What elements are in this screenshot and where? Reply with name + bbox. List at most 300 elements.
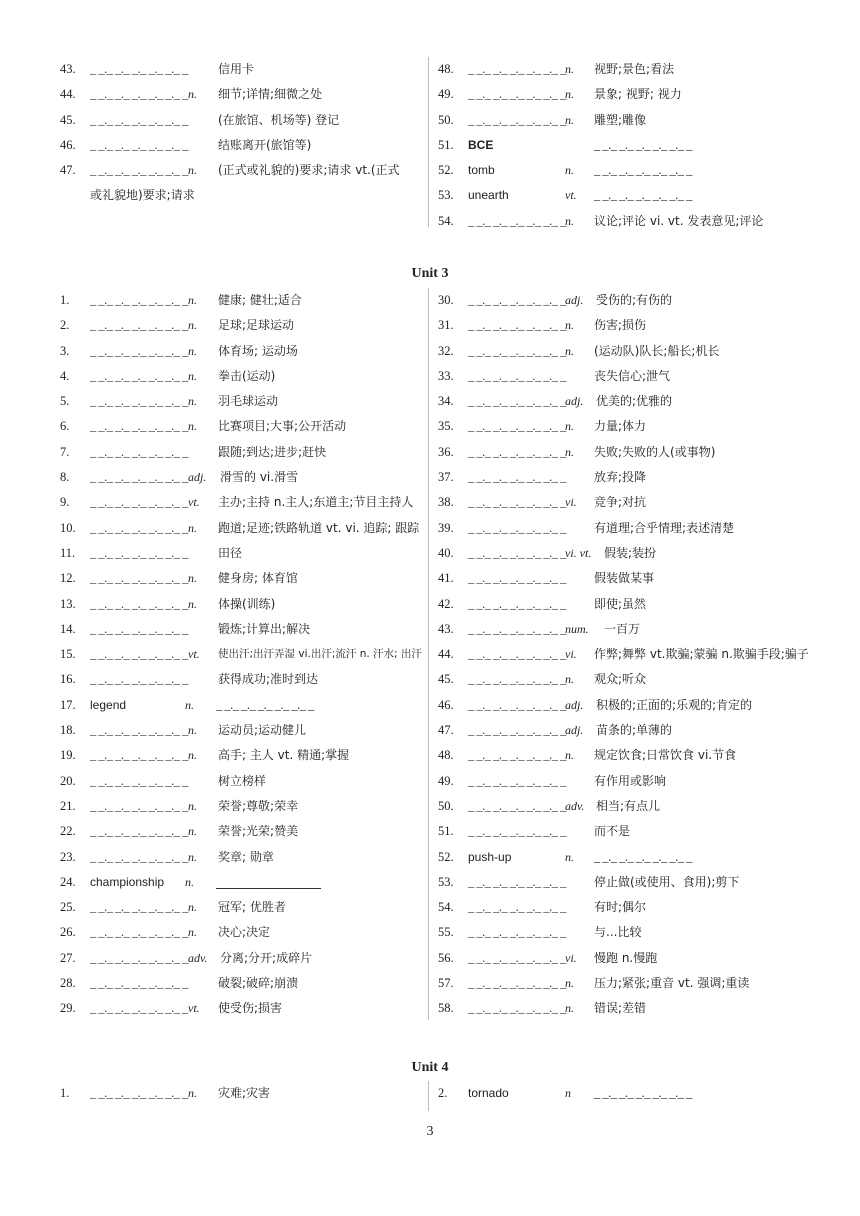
item-number: 20. xyxy=(60,773,76,788)
answer-blank: _ _._ _._ _._ _._ _._ _ xyxy=(468,824,566,839)
answer-blank: _ _._ _._ _._ _._ _._ _ xyxy=(468,87,566,102)
vocab-row xyxy=(60,769,425,794)
chinese-meaning: 获得成功;准时到达 xyxy=(218,672,319,687)
answer-blank: _ _._ _._ _._ _._ _._ _ xyxy=(90,419,188,434)
answer-blank: _ _._ _._ _._ _._ _._ _ xyxy=(90,112,188,127)
english-word: championship xyxy=(90,874,165,889)
item-number: 48. xyxy=(438,748,454,763)
part-of-speech: n. xyxy=(188,343,197,358)
chinese-meaning: 分离;分开;成碎片 xyxy=(220,950,313,965)
item-number: 5. xyxy=(60,394,70,409)
chinese-meaning: 决心;决定 xyxy=(218,925,271,940)
chinese-meaning: 体操(训练) xyxy=(218,596,276,611)
answer-blank: _ _._ _._ _._ _._ _._ _ xyxy=(594,1086,692,1100)
vocab-row xyxy=(438,920,818,945)
item-number: 50. xyxy=(438,112,454,127)
item-number: 21. xyxy=(60,798,76,813)
vocab-row xyxy=(438,108,818,133)
vocab-row xyxy=(438,414,818,439)
vocab-row xyxy=(60,516,425,541)
item-number: 1. xyxy=(60,293,70,307)
top-right-column xyxy=(438,57,818,234)
chinese-meaning: 有道理;合乎情理;表述清楚 xyxy=(594,520,735,535)
chinese-meaning: 荣誉;光荣;赞美 xyxy=(218,824,299,839)
item-number: 40. xyxy=(438,545,454,560)
item-number: 9. xyxy=(60,495,70,510)
chinese-meaning: 作弊;舞弊 vt.欺骗;蒙骗 n.欺骗手段;骗子 xyxy=(594,647,809,662)
english-word: legend xyxy=(90,697,127,712)
vocab-row xyxy=(60,465,425,490)
vocab-row xyxy=(60,693,425,718)
item-number: 43. xyxy=(438,621,454,636)
item-number: 30. xyxy=(438,293,454,307)
vocab-row xyxy=(60,845,425,870)
item-number: 26. xyxy=(60,925,76,940)
part-of-speech: n. xyxy=(565,419,574,434)
vocab-row xyxy=(60,617,425,642)
answer-blank: _ _._ _._ _._ _._ _._ _ xyxy=(90,470,188,485)
answer-blank: _ _._ _._ _._ _._ _._ _ xyxy=(468,520,566,535)
chinese-meaning: 结账离开(旅馆等) xyxy=(218,137,312,152)
item-number: 29. xyxy=(60,1001,76,1016)
vocab-row xyxy=(438,440,818,465)
item-number: 49. xyxy=(438,87,454,102)
chinese-meaning: 力量;体力 xyxy=(594,419,647,434)
answer-blank: _ _._ _._ _._ _._ _._ _ xyxy=(468,621,566,636)
answer-blank: _ _._ _._ _._ _._ _._ _ xyxy=(468,394,566,409)
vocab-row xyxy=(60,592,425,617)
answer-blank: _ _._ _._ _._ _._ _._ _ xyxy=(90,444,188,459)
part-of-speech: n. xyxy=(188,87,197,102)
part-of-speech: vt. xyxy=(188,495,200,510)
answer-blank: _ _._ _._ _._ _._ _._ _ xyxy=(90,62,188,76)
chinese-meaning: 信用卡 xyxy=(218,62,255,76)
chinese-meaning: 竞争;对抗 xyxy=(594,495,647,510)
unit-4-title: Unit 4 xyxy=(411,1060,449,1075)
item-number: 3. xyxy=(60,343,70,358)
chinese-meaning: 足球;足球运动 xyxy=(218,318,295,333)
part-of-speech: adj. xyxy=(565,394,584,409)
answer-blank: _ _._ _._ _._ _._ _._ _ xyxy=(90,343,188,358)
chinese-meaning: 受伤的;有伤的 xyxy=(596,293,673,307)
item-number: 53. xyxy=(438,188,454,203)
vocab-row xyxy=(438,946,818,971)
chinese-meaning: 冠军; 优胜者 xyxy=(218,900,286,915)
item-number: 35. xyxy=(438,419,454,434)
vocab-row xyxy=(60,313,425,338)
unit-3-left-column xyxy=(60,288,425,1022)
answer-blank: _ _._ _._ _._ _._ _._ _ xyxy=(216,697,314,712)
vocab-row xyxy=(438,895,818,920)
chinese-meaning: 使出汗;出汗弄湿 vi.出汗;流汗 n. 汗水; 出汗 xyxy=(218,648,422,661)
chinese-meaning: 有作用或影响 xyxy=(594,773,667,788)
vocab-row xyxy=(438,516,818,541)
part-of-speech: n. xyxy=(188,1086,197,1100)
item-number: 54. xyxy=(438,900,454,915)
vocab-row xyxy=(438,642,818,667)
chinese-meaning: 健康; 健壮;适合 xyxy=(218,293,302,307)
chinese-meaning: 观众;听众 xyxy=(594,672,647,687)
vocab-row xyxy=(438,490,818,515)
chinese-meaning: 慢跑 n.慢跑 xyxy=(594,950,658,965)
part-of-speech: vt. xyxy=(565,188,577,203)
chinese-meaning: 运动员;运动健儿 xyxy=(218,723,307,738)
vocab-row xyxy=(438,313,818,338)
item-number: 18. xyxy=(60,723,76,738)
english-word: unearth xyxy=(468,188,509,203)
part-of-speech: vt. xyxy=(188,647,200,662)
item-number: 51. xyxy=(438,137,454,152)
unit-3-right-column xyxy=(438,288,818,1022)
answer-blank: _ _._ _._ _._ _._ _._ _ xyxy=(90,798,188,813)
item-number: 24. xyxy=(60,874,76,889)
item-number: 27. xyxy=(60,950,76,965)
vocab-row xyxy=(438,794,818,819)
answer-blank: _ _._ _._ _._ _._ _._ _ xyxy=(468,900,566,915)
part-of-speech: n. xyxy=(565,976,574,991)
chinese-meaning: 相当;有点儿 xyxy=(596,798,661,813)
part-of-speech: n. xyxy=(565,163,574,178)
vocab-row xyxy=(438,364,818,389)
vocab-row xyxy=(60,718,425,743)
answer-blank: _ _._ _._ _._ _._ _._ _ xyxy=(468,112,566,127)
answer-blank: _ _._ _._ _._ _._ _._ _ xyxy=(90,723,188,738)
chinese-meaning: 高手; 主人 vt. 精通;掌握 xyxy=(218,748,350,763)
item-number: 14. xyxy=(60,621,76,636)
english-word: push-up xyxy=(468,849,512,864)
vocab-row xyxy=(60,490,425,515)
part-of-speech: n. xyxy=(188,163,197,178)
vocab-row xyxy=(60,108,425,133)
item-number: 25. xyxy=(60,900,76,915)
answer-blank: _ _._ _._ _._ _._ _._ _ xyxy=(90,596,188,611)
answer-blank: _ _._ _._ _._ _._ _._ _ xyxy=(468,318,566,333)
chinese-meaning-continued: 或礼貌地)要求;请求 xyxy=(90,188,195,203)
chinese-meaning: 田径 xyxy=(218,545,243,560)
item-number: 58. xyxy=(438,1001,454,1016)
unit-4-left-column xyxy=(60,1081,425,1106)
vocab-row xyxy=(438,667,818,692)
chinese-meaning: (正式或礼貌的)要求;请求 vt.(正式 xyxy=(218,163,400,178)
answer-blank: _ _._ _._ _._ _._ _._ _ xyxy=(468,368,566,383)
chinese-meaning: 假装;装扮 xyxy=(604,545,657,560)
unit-3-title: Unit 3 xyxy=(411,266,449,281)
chinese-meaning: 滑雪的 vi.滑雪 xyxy=(220,470,299,485)
chinese-meaning: 规定饮食;日常饮食 vi.节食 xyxy=(594,748,737,763)
item-number: 43. xyxy=(60,62,76,76)
part-of-speech: n. xyxy=(188,798,197,813)
part-of-speech: adj. xyxy=(565,723,584,738)
item-number: 1. xyxy=(60,1086,70,1100)
vocab-row xyxy=(438,718,818,743)
part-of-speech: n. xyxy=(185,874,194,889)
item-number: 10. xyxy=(60,520,76,535)
answer-blank: _ _._ _._ _._ _._ _._ _ xyxy=(468,343,566,358)
part-of-speech: adj. xyxy=(565,293,584,307)
chinese-meaning: 景象; 视野; 视力 xyxy=(594,87,682,102)
part-of-speech: adj. xyxy=(565,697,584,712)
chinese-meaning: 积极的;正面的;乐观的;肯定的 xyxy=(596,697,753,712)
part-of-speech: n. xyxy=(188,419,197,434)
item-number: 42. xyxy=(438,596,454,611)
item-number: 2. xyxy=(438,1086,448,1100)
vocab-row xyxy=(60,895,425,920)
vocab-row xyxy=(438,183,818,208)
chinese-meaning: 跑道;足迹;铁路轨道 vt. vi. 追踪; 跟踪 xyxy=(218,520,420,535)
answer-blank: _ _._ _._ _._ _._ _._ _ xyxy=(90,571,188,586)
vocab-row xyxy=(60,339,425,364)
part-of-speech: vi. xyxy=(565,495,577,510)
vocab-row xyxy=(438,133,818,158)
vocab-row xyxy=(60,819,425,844)
vocab-row xyxy=(60,920,425,945)
vocab-row xyxy=(438,693,818,718)
answer-blank: _ _._ _._ _._ _._ _._ _ xyxy=(90,672,188,687)
item-number: 16. xyxy=(60,672,76,687)
vocab-row xyxy=(438,209,818,234)
column-divider xyxy=(428,288,429,1020)
answer-blank: _ _._ _._ _._ _._ _._ _ xyxy=(594,188,692,203)
vocab-row xyxy=(60,82,425,107)
answer-blank: _ _._ _._ _._ _._ _._ _ xyxy=(90,394,188,409)
vocab-row xyxy=(60,158,425,183)
part-of-speech: n. xyxy=(188,748,197,763)
item-number: 56. xyxy=(438,950,454,965)
item-number: 15. xyxy=(60,647,76,662)
part-of-speech: vi. xyxy=(565,950,577,965)
answer-blank: _ _._ _._ _._ _._ _._ _ xyxy=(90,1001,188,1016)
vocab-row xyxy=(60,364,425,389)
answer-blank: _ _._ _._ _._ _._ _._ _ xyxy=(468,748,566,763)
vocab-row xyxy=(438,288,818,313)
vocab-row xyxy=(438,1081,818,1106)
item-number: 8. xyxy=(60,470,70,485)
vocab-row xyxy=(438,82,818,107)
item-number: 55. xyxy=(438,925,454,940)
chinese-meaning: 拳击(运动) xyxy=(218,368,276,383)
top-left-column xyxy=(60,57,425,208)
answer-blank: _ _._ _._ _._ _._ _._ _ xyxy=(468,1001,566,1016)
answer-blank: _ _._ _._ _._ _._ _._ _ xyxy=(468,444,566,459)
answer-blank: _ _._ _._ _._ _._ _._ _ xyxy=(468,62,566,76)
part-of-speech: n. xyxy=(565,112,574,127)
part-of-speech: n. xyxy=(188,824,197,839)
answer-blank: _ _._ _._ _._ _._ _._ _ xyxy=(90,293,188,307)
part-of-speech: n. xyxy=(185,697,194,712)
part-of-speech: n. xyxy=(188,293,197,307)
vocab-row xyxy=(438,566,818,591)
part-of-speech: n. xyxy=(565,748,574,763)
part-of-speech: n. xyxy=(565,213,574,228)
part-of-speech: n. xyxy=(565,343,574,358)
part-of-speech: n. xyxy=(188,900,197,915)
chinese-meaning: 雕塑;雕像 xyxy=(594,112,647,127)
vocab-row xyxy=(438,996,818,1021)
part-of-speech: n. xyxy=(188,849,197,864)
item-number: 54. xyxy=(438,213,454,228)
vocab-row xyxy=(60,642,425,667)
part-of-speech: vi. vt. xyxy=(565,545,592,560)
item-number: 38. xyxy=(438,495,454,510)
vocab-row xyxy=(60,946,425,971)
vocab-row xyxy=(438,769,818,794)
item-number: 52. xyxy=(438,163,454,178)
chinese-meaning: 锻炼;计算出;解决 xyxy=(218,621,311,636)
chinese-meaning: 丧失信心;泄气 xyxy=(594,368,671,383)
item-number: 44. xyxy=(60,87,76,102)
part-of-speech: n. xyxy=(565,318,574,333)
part-of-speech: adj. xyxy=(188,470,207,485)
item-number: 45. xyxy=(438,672,454,687)
item-number: 13. xyxy=(60,596,76,611)
answer-blank: _ _._ _._ _._ _._ _._ _ xyxy=(90,824,188,839)
answer-blank: _ _._ _._ _._ _._ _._ _ xyxy=(90,520,188,535)
answer-blank: _ _._ _._ _._ _._ _._ _ xyxy=(468,213,566,228)
part-of-speech: n. xyxy=(565,1001,574,1016)
vocab-row xyxy=(438,389,818,414)
vocab-row xyxy=(438,870,818,895)
item-number: 47. xyxy=(60,163,76,178)
part-of-speech: n. xyxy=(188,368,197,383)
item-number: 51. xyxy=(438,824,454,839)
answer-blank: _ _._ _._ _._ _._ _._ _ xyxy=(468,596,566,611)
vocab-row xyxy=(60,566,425,591)
chinese-meaning: 主办;主持 n.主人;东道主;节目主持人 xyxy=(218,495,414,510)
vocab-row xyxy=(60,996,425,1021)
chinese-meaning: 比赛项目;大事;公开活动 xyxy=(218,419,347,434)
answer-blank: _ _._ _._ _._ _._ _._ _ xyxy=(594,137,692,152)
answer-blank: _ _._ _._ _._ _._ _._ _ xyxy=(468,545,566,560)
vocab-row xyxy=(60,870,425,895)
column-divider xyxy=(428,1081,429,1111)
item-number: 41. xyxy=(438,571,454,586)
answer-blank: _ _._ _._ _._ _._ _._ _ xyxy=(594,163,692,178)
vocab-row xyxy=(438,819,818,844)
item-number: 11. xyxy=(60,545,76,560)
chinese-meaning: 一百万 xyxy=(604,621,641,636)
item-number: 37. xyxy=(438,470,454,485)
chinese-meaning: 破裂;破碎;崩溃 xyxy=(218,976,299,991)
item-number: 2. xyxy=(60,318,70,333)
vocab-row xyxy=(60,414,425,439)
vocab-row xyxy=(438,57,818,82)
chinese-meaning: 有时;偶尔 xyxy=(594,900,647,915)
part-of-speech: n. xyxy=(188,596,197,611)
vocab-row xyxy=(438,339,818,364)
chinese-meaning: 树立榜样 xyxy=(218,773,267,788)
vocab-row xyxy=(438,541,818,566)
answer-blank: _ _._ _._ _._ _._ _._ _ xyxy=(468,470,566,485)
vocab-row xyxy=(438,617,818,642)
vocab-row xyxy=(60,440,425,465)
item-number: 49. xyxy=(438,773,454,788)
column-divider xyxy=(428,57,429,227)
item-number: 53. xyxy=(438,874,454,889)
part-of-speech: n. xyxy=(565,62,574,76)
item-number: 17. xyxy=(60,697,76,712)
answer-blank: _ _._ _._ _._ _._ _._ _ xyxy=(90,163,188,178)
answer-blank xyxy=(216,874,321,889)
chinese-meaning: 灾难;灾害 xyxy=(218,1086,271,1100)
vocab-row xyxy=(60,794,425,819)
chinese-meaning: 停止做(或使用、食用);剪下 xyxy=(594,874,740,889)
part-of-speech: adv. xyxy=(188,950,208,965)
part-of-speech: n. xyxy=(565,849,574,864)
item-number: 34. xyxy=(438,394,454,409)
part-of-speech: vt. xyxy=(188,1001,200,1016)
answer-blank: _ _._ _._ _._ _._ _._ _ xyxy=(468,293,566,307)
item-number: 6. xyxy=(60,419,70,434)
item-number: 31. xyxy=(438,318,454,333)
item-number: 39. xyxy=(438,520,454,535)
chinese-meaning: 荣誉;尊敬;荣幸 xyxy=(218,798,299,813)
vocab-row xyxy=(60,57,425,82)
part-of-speech: n. xyxy=(188,925,197,940)
answer-blank: _ _._ _._ _._ _._ _._ _ xyxy=(468,773,566,788)
vocab-row xyxy=(438,971,818,996)
item-number: 32. xyxy=(438,343,454,358)
answer-blank: _ _._ _._ _._ _._ _._ _ xyxy=(468,419,566,434)
item-number: 12. xyxy=(60,571,76,586)
item-number: 4. xyxy=(60,368,70,383)
item-number: 7. xyxy=(60,444,70,459)
item-number: 45. xyxy=(60,112,76,127)
chinese-meaning: 体育场; 运动场 xyxy=(218,343,298,358)
vocab-row xyxy=(60,133,425,158)
part-of-speech: n. xyxy=(188,723,197,738)
vocab-row xyxy=(60,389,425,414)
vocab-row xyxy=(60,743,425,768)
item-number: 23. xyxy=(60,849,76,864)
vocab-row xyxy=(438,743,818,768)
answer-blank: _ _._ _._ _._ _._ _._ _ xyxy=(90,748,188,763)
chinese-meaning: 奖章; 勋章 xyxy=(218,849,274,864)
part-of-speech: n. xyxy=(188,394,197,409)
item-number: 19. xyxy=(60,748,76,763)
chinese-meaning: 使受伤;损害 xyxy=(218,1001,283,1016)
part-of-speech: n xyxy=(565,1086,571,1100)
chinese-meaning: 压力;紧张;重音 vt. 强调;重读 xyxy=(594,976,750,991)
chinese-meaning: 细节;详情;细微之处 xyxy=(218,87,323,102)
chinese-meaning: (运动队)队长;船长;机长 xyxy=(594,343,720,358)
answer-blank: _ _._ _._ _._ _._ _._ _ xyxy=(90,1086,188,1100)
item-number: 47. xyxy=(438,723,454,738)
answer-blank: _ _._ _._ _._ _._ _._ _ xyxy=(468,571,566,586)
vocab-row xyxy=(438,465,818,490)
part-of-speech: n. xyxy=(565,444,574,459)
answer-blank: _ _._ _._ _._ _._ _._ _ xyxy=(90,950,188,965)
chinese-meaning: 放弃;投降 xyxy=(594,470,647,485)
answer-blank: _ _._ _._ _._ _._ _._ _ xyxy=(90,318,188,333)
item-number: 52. xyxy=(438,849,454,864)
chinese-meaning: 苗条的;单薄的 xyxy=(596,723,673,738)
vocab-row xyxy=(438,845,818,870)
answer-blank: _ _._ _._ _._ _._ _._ _ xyxy=(90,495,188,510)
chinese-meaning: 伤害;损伤 xyxy=(594,318,647,333)
part-of-speech: n. xyxy=(188,520,197,535)
vocab-row xyxy=(60,1081,425,1106)
chinese-meaning: 即使;虽然 xyxy=(594,596,647,611)
part-of-speech: adv. xyxy=(565,798,585,813)
answer-blank: _ _._ _._ _._ _._ _._ _ xyxy=(90,900,188,915)
answer-blank: _ _._ _._ _._ _._ _._ _ xyxy=(468,723,566,738)
chinese-meaning: 羽毛球运动 xyxy=(218,394,279,409)
item-number: 33. xyxy=(438,368,454,383)
english-word: BCE xyxy=(468,137,494,152)
unit-4-right-column xyxy=(438,1081,818,1106)
part-of-speech: n. xyxy=(565,672,574,687)
chinese-meaning: 视野;景色;看法 xyxy=(594,62,675,76)
